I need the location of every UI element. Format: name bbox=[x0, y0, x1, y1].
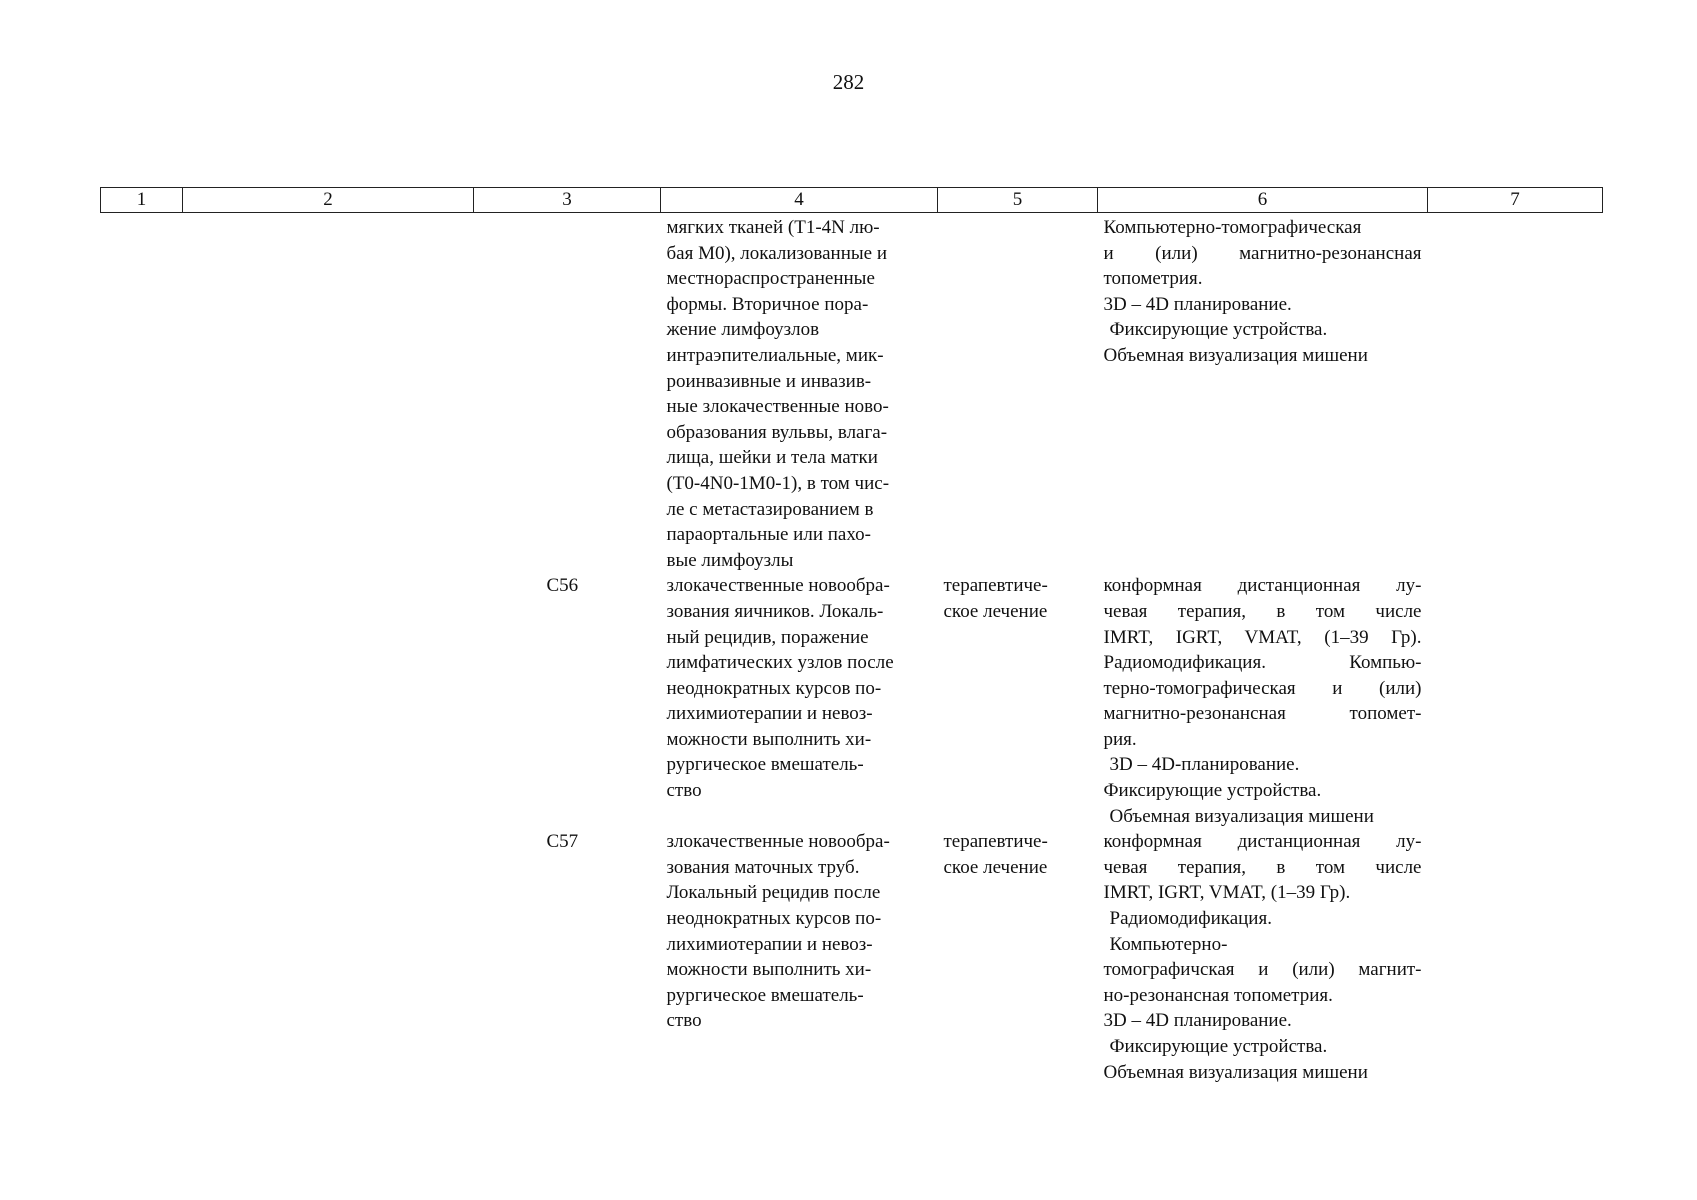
method-line: 3D – 4D планирование. bbox=[1103, 1010, 1292, 1032]
method-line: IMRT, IGRT, VMAT, (1–39 Гр). bbox=[1103, 626, 1422, 648]
icd-code: C56 bbox=[546, 575, 579, 597]
icd-code: C57 bbox=[546, 831, 579, 853]
treatment-cell bbox=[938, 213, 1098, 574]
method-line: 3D – 4D-планирование. bbox=[1109, 754, 1300, 776]
condition-line: неоднократных курсов по- bbox=[666, 908, 882, 930]
page-number: 282 bbox=[832, 70, 865, 94]
table-row bbox=[101, 213, 1603, 574]
cell-col7 bbox=[1428, 213, 1603, 574]
method-line: чевая терапия, в том числе bbox=[1103, 856, 1422, 878]
condition-line: рургическое вмешатель- bbox=[666, 984, 864, 1006]
condition-line: рургическое вмешатель- bbox=[666, 754, 864, 776]
column-header: 7 bbox=[1428, 188, 1603, 213]
method-line: топометрия. bbox=[1103, 268, 1203, 290]
condition-line: местнораспространенные bbox=[666, 268, 875, 290]
condition-line: Локальный рецидив после bbox=[666, 882, 881, 904]
condition-line: ный рецидив, поражение bbox=[666, 626, 869, 648]
method-line: и (или) магнитно-резонансная bbox=[1103, 242, 1422, 264]
cell-col2 bbox=[183, 573, 474, 829]
cell-col7 bbox=[1428, 573, 1603, 829]
condition-line: лихимиотерапии и невоз- bbox=[666, 933, 873, 955]
condition-line: вые лимфоузлы bbox=[666, 549, 794, 571]
condition-cell bbox=[661, 573, 938, 829]
condition-line: ные злокачественные ново- bbox=[666, 396, 889, 418]
column-header: 5 bbox=[938, 188, 1098, 213]
condition-line: лища, шейки и тела матки bbox=[666, 447, 878, 469]
cell-col2 bbox=[183, 213, 474, 574]
method-line: Компьютерно- bbox=[1109, 933, 1228, 955]
condition-line: зования яичников. Локаль- bbox=[666, 600, 884, 622]
table-row bbox=[101, 829, 1603, 1085]
condition-line: можности выполнить хи- bbox=[666, 728, 872, 750]
method-line: Объемная визуализация мишени bbox=[1103, 1061, 1368, 1083]
condition-line: бая M0), локализованные и bbox=[666, 242, 887, 264]
condition-line: ле с метастазированием в bbox=[666, 498, 874, 520]
table-row bbox=[101, 573, 1603, 829]
method-line: томографичская и (или) магнит- bbox=[1103, 959, 1422, 981]
method-line: Фиксирующие устройства. bbox=[1103, 780, 1322, 802]
method-line: конформная дистанционная лу- bbox=[1103, 831, 1422, 853]
condition-line: роинвазивные и инвазив- bbox=[666, 370, 872, 392]
method-line: Фиксирующие устройства. bbox=[1109, 319, 1328, 341]
condition-line: жение лимфоузлов bbox=[666, 319, 820, 341]
condition-line: неоднократных курсов по- bbox=[666, 677, 882, 699]
method-cell bbox=[1098, 573, 1428, 829]
method-line: Радиомодификация. bbox=[1109, 908, 1272, 930]
treatment-line: ское лечение bbox=[943, 600, 1048, 622]
column-header: 6 bbox=[1098, 188, 1428, 213]
icd-code bbox=[474, 213, 661, 574]
cell-col2 bbox=[183, 829, 474, 1085]
treatment-line: ское лечение bbox=[943, 856, 1048, 878]
method-line: Объемная визуализация мишени bbox=[1109, 805, 1374, 827]
condition-cell bbox=[661, 213, 938, 574]
condition-line: (T0-4N0-1M0-1), в том чис- bbox=[666, 472, 890, 494]
condition-line: формы. Вторичное пора- bbox=[666, 293, 869, 315]
column-header: 4 bbox=[661, 188, 938, 213]
method-line: Фиксирующие устройства. bbox=[1109, 1036, 1328, 1057]
cell-col1 bbox=[101, 213, 183, 574]
method-line: Объемная визуализация мишени bbox=[1103, 344, 1368, 366]
method-line: 3D – 4D планирование. bbox=[1103, 293, 1292, 315]
condition-line: злокачественные новообра- bbox=[666, 831, 890, 853]
condition-line: мягких тканей (T1-4N лю- bbox=[666, 217, 880, 238]
method-line: IMRT, IGRT, VMAT, (1–39 Гр). bbox=[1103, 882, 1351, 904]
cell-col7 bbox=[1428, 829, 1603, 1085]
condition-line: параортальные или пахо- bbox=[666, 524, 871, 546]
cell-col1 bbox=[101, 573, 183, 829]
treatment-cell bbox=[938, 829, 1098, 1085]
method-line: но-резонансная топометрия. bbox=[1103, 984, 1333, 1006]
column-header: 1 bbox=[101, 188, 183, 213]
method-line: Компьютерно-томографическая bbox=[1103, 217, 1362, 238]
column-header: 2 bbox=[183, 188, 474, 213]
condition-line: злокачественные новообра- bbox=[666, 575, 890, 597]
method-line: Радиомодификация. Компью- bbox=[1103, 652, 1422, 674]
medical-table bbox=[100, 187, 1603, 1085]
method-cell bbox=[1098, 213, 1428, 574]
condition-line: зования маточных труб. bbox=[666, 856, 860, 878]
condition-line: можности выполнить хи- bbox=[666, 959, 872, 981]
method-line: чевая терапия, в том числе bbox=[1103, 600, 1422, 622]
treatment-line: терапевтиче- bbox=[943, 831, 1048, 853]
condition-line: лихимиотерапии и невоз- bbox=[666, 703, 873, 725]
method-line: терно-томографическая и (или) bbox=[1103, 677, 1422, 699]
cell-col1 bbox=[101, 829, 183, 1085]
treatment-cell bbox=[938, 573, 1098, 829]
condition-line: лимфатических узлов после bbox=[666, 652, 894, 674]
method-cell bbox=[1098, 829, 1428, 1085]
column-header: 3 bbox=[474, 188, 661, 213]
method-line: рия. bbox=[1103, 728, 1137, 750]
condition-line: образования вульвы, влага- bbox=[666, 421, 888, 443]
method-line: конформная дистанционная лу- bbox=[1103, 575, 1422, 597]
condition-line: ство bbox=[666, 1010, 702, 1032]
condition-line: интраэпителиальные, мик- bbox=[666, 344, 884, 366]
column-number-row bbox=[101, 188, 1603, 213]
method-line: магнитно-резонансная топомет- bbox=[1103, 703, 1422, 725]
treatment-line: терапевтиче- bbox=[943, 575, 1048, 597]
condition-cell bbox=[661, 829, 938, 1085]
condition-line: ство bbox=[666, 780, 702, 802]
